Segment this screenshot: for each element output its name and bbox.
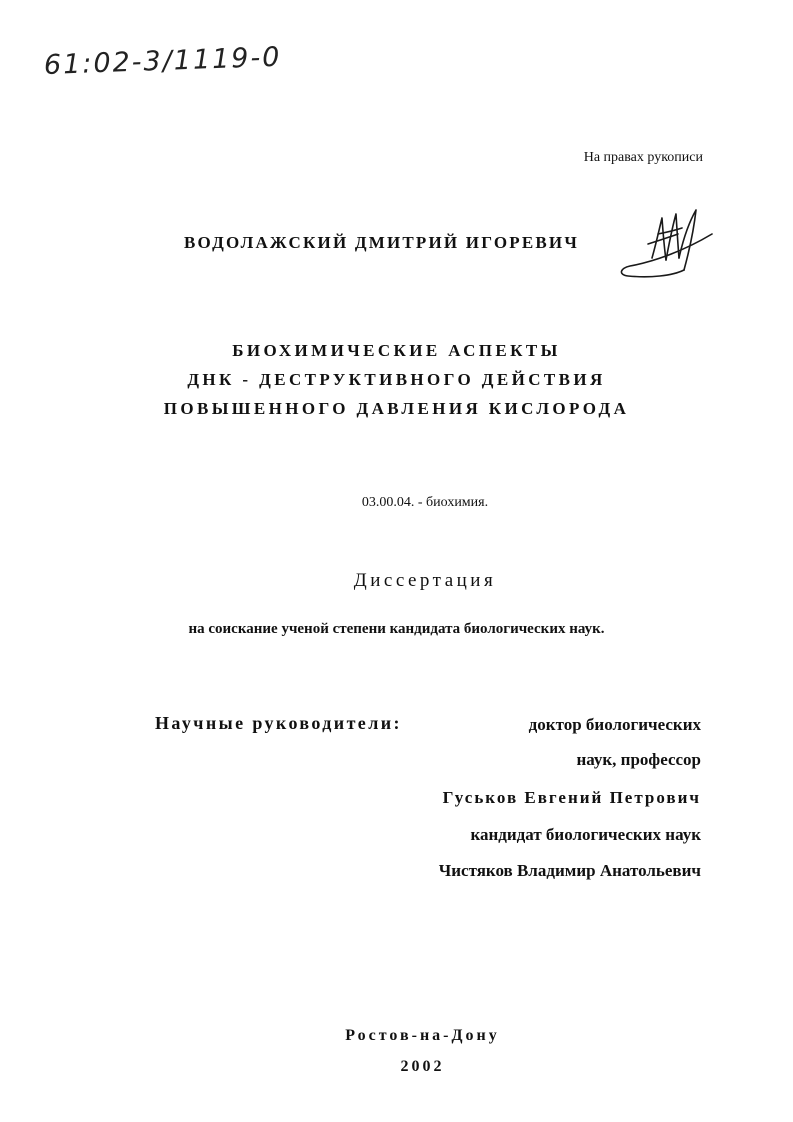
- advisor-1-name: Гуськов Евгений Петрович: [442, 788, 701, 807]
- year: 2002: [400, 1058, 445, 1075]
- dissertation-title: [0, 336, 793, 423]
- specialty-code: 03.00.04. - биохимия.: [361, 495, 489, 510]
- author-name: ВОДОЛАЖСКИЙ ДМИТРИЙ ИГОРЕВИЧ: [184, 233, 580, 252]
- signature: [612, 204, 716, 286]
- title-line: БИОХИМИЧЕСКИЕ АСПЕКТЫ: [232, 341, 561, 360]
- manuscript-note: На правах рукописи: [583, 150, 703, 165]
- advisors-label: Научные руководители:: [155, 713, 402, 733]
- advisor-2-title: кандидат биологических наук: [470, 825, 701, 844]
- degree-statement: на соискание ученой степени кандидата биологических наук.: [188, 621, 605, 637]
- document-type: Диссертация: [353, 570, 497, 591]
- advisor-1-rank: наук, профессор: [576, 750, 701, 769]
- advisor-2-name: Чистяков Владимир Анатольевич: [438, 861, 701, 880]
- title-line: ДНК - ДЕСТРУКТИВНОГО ДЕЙСТВИЯ: [187, 370, 606, 389]
- title-line: ПОВЫШЕННОГО ДАВЛЕНИЯ КИСЛОРОДА: [163, 399, 630, 418]
- advisor-1-title: доктор биологических: [528, 715, 701, 734]
- archive-code: 61:02-3/1119-0: [43, 41, 282, 81]
- city: Ростов-на-Дону: [345, 1027, 500, 1044]
